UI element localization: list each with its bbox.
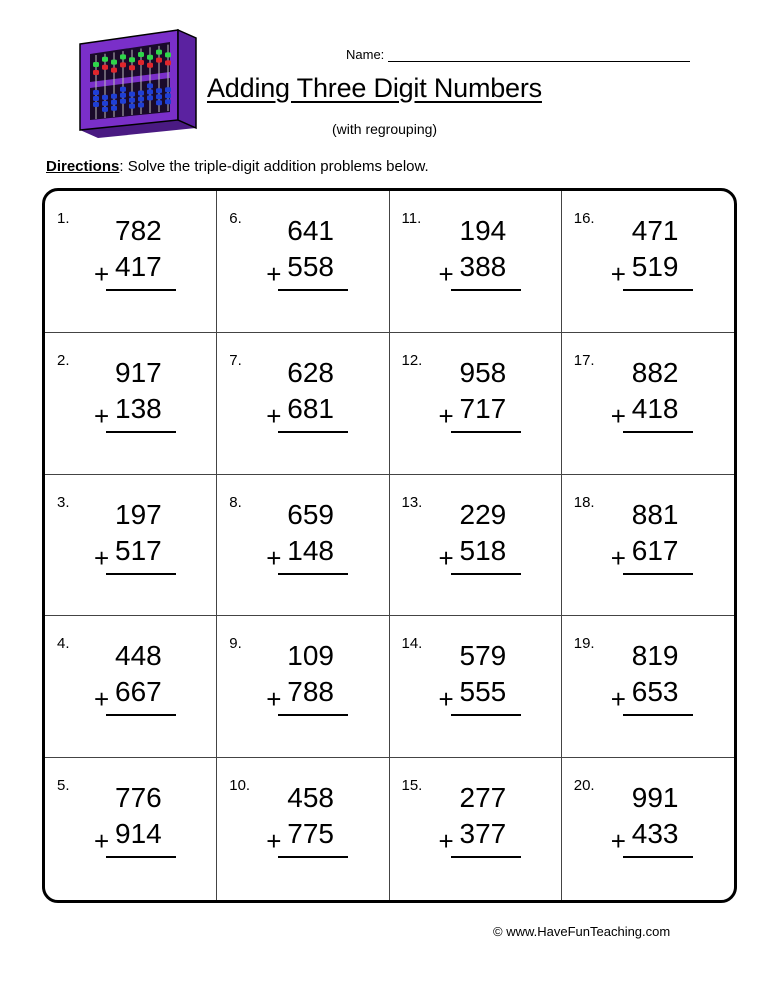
problem-number: 11. (401, 210, 422, 227)
answer-line[interactable] (451, 289, 521, 291)
abacus-bead (111, 94, 117, 99)
problem-number: 14. (401, 635, 423, 653)
abacus-bead (156, 100, 162, 105)
top-addend: 881 (631, 498, 679, 530)
problem-cell (562, 616, 734, 758)
abacus-bead (165, 52, 171, 57)
top-addend: 819 (631, 640, 679, 672)
problem-number: 18. (573, 493, 595, 511)
answer-line[interactable] (623, 289, 693, 291)
problem-cell (217, 191, 389, 333)
abacus-bead (129, 92, 135, 97)
answer-line[interactable] (106, 431, 176, 433)
plus-sign: + (94, 826, 110, 857)
abacus-bead (111, 68, 117, 73)
footer-copyright: © www.HaveFunTeaching.com (493, 924, 671, 939)
top-addend: 277 (459, 782, 507, 814)
plus-sign: + (94, 542, 110, 573)
name-field[interactable] (346, 47, 690, 62)
abacus-bead (129, 65, 135, 70)
abacus-bead (147, 89, 153, 94)
abacus-bead (111, 106, 117, 111)
abacus-bead (120, 93, 126, 98)
problem-cell (45, 191, 217, 333)
abacus-bead (156, 94, 162, 99)
abacus-bead (147, 95, 153, 100)
problem-cell (390, 616, 562, 758)
problem-number: 3. (57, 493, 70, 511)
problem-number: 2. (57, 351, 70, 369)
abacus-bead (138, 97, 144, 102)
problem-number: 20. (573, 777, 595, 795)
plus-sign: + (610, 259, 626, 289)
top-addend: 194 (459, 215, 507, 246)
abacus-bead (102, 57, 108, 62)
answer-line[interactable] (451, 714, 521, 716)
problem-cell (45, 475, 217, 617)
top-addend: 229 (459, 498, 507, 530)
top-addend: 628 (287, 356, 334, 388)
answer-line[interactable] (451, 431, 521, 433)
bottom-addend: 775 (287, 818, 334, 850)
top-addend: 882 (631, 356, 679, 388)
abacus-bead (129, 98, 135, 103)
problem-cell (390, 758, 562, 900)
abacus-bead (93, 70, 99, 75)
abacus-bead (138, 52, 144, 57)
problem-cell (45, 758, 217, 900)
plus-sign: + (438, 259, 454, 289)
top-addend: 471 (631, 215, 679, 246)
abacus-bead (165, 93, 171, 98)
bottom-addend: 653 (631, 676, 679, 708)
abacus-bead (156, 58, 162, 63)
plus-sign: + (266, 400, 282, 431)
answer-line[interactable] (451, 573, 521, 575)
problem-cell (45, 616, 217, 758)
problem-cell (217, 475, 389, 617)
abacus-bead (165, 99, 171, 104)
problem-grid (42, 188, 737, 903)
problem-cell (217, 758, 389, 900)
answer-line[interactable] (451, 856, 521, 858)
plus-sign: + (610, 684, 626, 715)
answer-line[interactable] (106, 289, 176, 291)
plus-sign: + (266, 542, 282, 573)
page-title: Adding Three Digit Numbers (207, 73, 542, 103)
name-label: Name: (346, 47, 385, 62)
bottom-addend: 417 (115, 251, 162, 282)
answer-line[interactable] (623, 856, 693, 858)
directions (46, 158, 429, 175)
abacus-bead (93, 96, 99, 101)
abacus-icon (74, 26, 198, 140)
answer-line[interactable] (278, 573, 348, 575)
bottom-addend: 788 (287, 676, 334, 708)
top-addend: 782 (115, 215, 162, 246)
problem-cell (390, 475, 562, 617)
abacus-bead (102, 65, 108, 70)
abacus-bead (102, 95, 108, 100)
problem-cell (562, 758, 734, 900)
answer-line[interactable] (106, 856, 176, 858)
problem-number: 4. (57, 635, 70, 653)
answer-line[interactable] (106, 573, 176, 575)
bottom-addend: 519 (631, 251, 679, 282)
problem-number: 5. (57, 777, 70, 795)
plus-sign: + (610, 826, 626, 857)
problem-number: 17. (573, 351, 595, 369)
problem-number: 12. (401, 351, 423, 369)
top-addend: 458 (287, 782, 334, 814)
abacus-bead (93, 62, 99, 67)
bottom-addend: 388 (459, 251, 507, 282)
bottom-addend: 433 (631, 818, 679, 850)
abacus-bead (129, 57, 135, 62)
abacus-bead (165, 87, 171, 92)
answer-line[interactable] (278, 289, 348, 291)
plus-sign: + (610, 400, 626, 431)
bottom-addend: 558 (287, 251, 334, 282)
plus-sign: + (610, 542, 626, 573)
plus-sign: + (94, 684, 110, 715)
abacus-bead (120, 62, 126, 67)
abacus-bead (156, 88, 162, 93)
answer-line[interactable] (623, 573, 693, 575)
page-subtitle: (with regrouping) (332, 121, 438, 137)
problem-cell (45, 333, 217, 475)
abacus-bead (120, 54, 126, 59)
top-addend: 579 (459, 640, 507, 672)
problem-number: 13. (401, 493, 423, 511)
bottom-addend: 377 (459, 818, 507, 850)
abacus-bead (138, 91, 144, 96)
abacus-bead (120, 99, 126, 104)
problem-number: 1. (57, 210, 70, 227)
problem-cell (217, 616, 389, 758)
top-addend: 197 (115, 498, 162, 530)
top-addend: 991 (631, 782, 679, 814)
top-addend: 659 (287, 498, 334, 530)
bottom-addend: 148 (287, 534, 334, 566)
bottom-addend: 617 (631, 534, 679, 566)
problem-cell (562, 333, 734, 475)
abacus-bead (120, 87, 126, 92)
bottom-addend: 517 (115, 534, 162, 566)
answer-line[interactable] (278, 714, 348, 716)
answer-line[interactable] (278, 856, 348, 858)
problem-cell (390, 191, 562, 333)
answer-line[interactable] (106, 714, 176, 716)
plus-sign: + (266, 684, 282, 715)
abacus-bead (129, 104, 135, 109)
plus-sign: + (266, 826, 282, 857)
answer-line[interactable] (623, 714, 693, 716)
abacus-bead (138, 103, 144, 108)
bottom-addend: 138 (115, 392, 162, 424)
plus-sign: + (438, 542, 454, 573)
plus-sign: + (266, 259, 282, 289)
top-addend: 917 (115, 356, 162, 388)
top-addend: 641 (287, 215, 334, 246)
problem-cell (390, 333, 562, 475)
abacus-bead (147, 55, 153, 60)
bottom-addend: 518 (459, 534, 507, 566)
plus-sign: + (94, 400, 110, 431)
bottom-addend: 418 (631, 392, 679, 424)
plus-sign: + (438, 826, 454, 857)
problem-number: 16. (573, 210, 595, 227)
top-addend: 958 (459, 356, 507, 388)
plus-sign: + (438, 400, 454, 431)
abacus-bead (147, 83, 153, 88)
answer-line[interactable] (278, 431, 348, 433)
abacus-bead (156, 50, 162, 55)
problem-number: 15. (401, 777, 423, 795)
problem-cell (562, 475, 734, 617)
abacus-bead (93, 102, 99, 107)
answer-line[interactable] (623, 431, 693, 433)
bottom-addend: 667 (115, 676, 162, 708)
problem-number: 9. (229, 635, 242, 653)
problem-number: 10. (229, 777, 251, 795)
abacus-bead (138, 60, 144, 65)
abacus-bead (111, 100, 117, 105)
problem-cell (217, 333, 389, 475)
problem-number: 19. (573, 635, 595, 653)
problem-number: 7. (229, 351, 242, 369)
directions-label: Directions (46, 158, 120, 175)
abacus-bead (93, 90, 99, 95)
bottom-addend: 681 (287, 392, 334, 424)
abacus-bead (147, 63, 153, 68)
name-line[interactable] (388, 49, 690, 62)
bottom-addend: 717 (459, 392, 507, 424)
problem-number: 6. (229, 210, 242, 227)
bottom-addend: 914 (115, 818, 162, 850)
abacus-bead (165, 60, 171, 65)
top-addend: 109 (287, 640, 334, 672)
directions-text: : Solve the triple-digit addition problems below. (119, 158, 429, 175)
plus-sign: + (438, 684, 454, 715)
problem-number: 8. (229, 493, 242, 511)
top-addend: 776 (115, 782, 162, 814)
abacus-bead (102, 107, 108, 112)
plus-sign: + (94, 259, 110, 289)
abacus-bead (102, 101, 108, 106)
problem-cell (562, 191, 734, 333)
top-addend: 448 (115, 640, 162, 672)
abacus-bead (111, 60, 117, 65)
bottom-addend: 555 (459, 676, 507, 708)
